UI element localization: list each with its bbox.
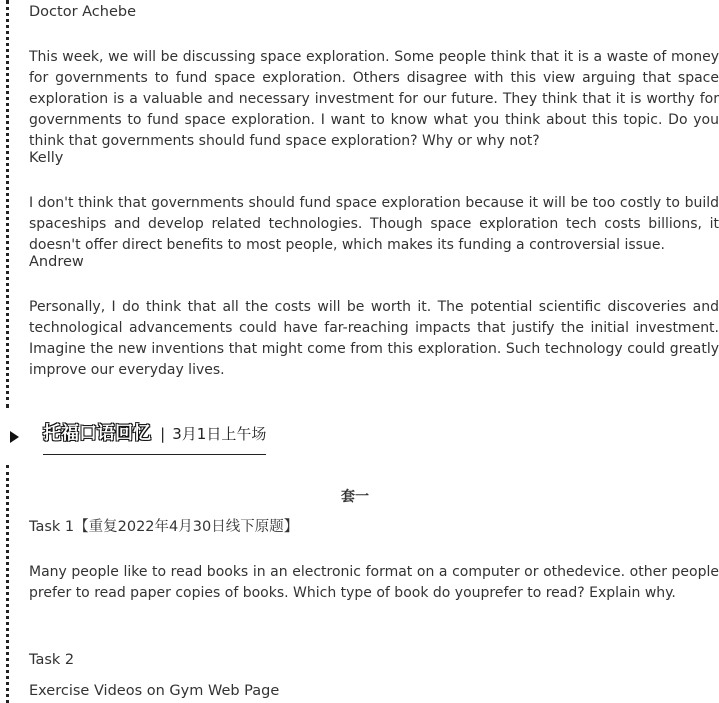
speaker-doctor-achebe-wrap [29, 2, 678, 24]
speaker-kelly-wrap [29, 148, 678, 170]
set-title: 套一 [341, 489, 369, 505]
expand-triangle-icon[interactable] [10, 431, 19, 443]
left-dotted-rail-top [6, 0, 9, 408]
task1-text-wrap [29, 548, 719, 612]
section-subtitle: 3月1日上午场 [172, 425, 267, 443]
speaker-andrew-wrap [29, 252, 678, 274]
discussion-paragraph: Personally, I do think that all the costs will be worth it. The potential scientific discoveries and technological advancements could have far-reaching impacts that justify the initial investment. Imagine the new inventions that might come from this exploration. Such technology could greatly improve our everyday lives. [29, 299, 719, 378]
task1-text: Many people like to read books in an electronic format on a computer or othedevice. other people prefer to read paper copies of books. Which type of book do youprefer to read? Explain why. [29, 564, 719, 601]
discussion-paragraph-3-wrap [29, 283, 719, 378]
discussion-paragraph-2-wrap [29, 179, 719, 253]
task1-label: Task 1【重复2022年4月30日线下原题】 [29, 519, 299, 535]
task2-label-wrap [29, 650, 678, 672]
task2-text-wrap [29, 681, 678, 703]
discussion-paragraph-1-wrap [29, 33, 719, 149]
speaker-name: Andrew [29, 254, 84, 270]
section-separator: | [160, 425, 166, 443]
section-title-box [43, 421, 266, 455]
discussion-paragraph: This week, we will be discussing space exploration. Some people think that it is a waste of money for governments to fund space exploration. Others disagree with this view arguing that space exploration is a valuable and necessary investment for our future. They think that it is worthy for governments to fund space exploration. I want to know what you think about this topic. Do you think that governments should fund space exploration? Why or why not? [29, 49, 719, 149]
speaker-name: Doctor Achebe [29, 4, 137, 20]
task2-text: Exercise Videos on Gym Web Page [29, 683, 280, 699]
task2-label: Task 2 [29, 652, 75, 668]
discussion-paragraph: I don't think that governments should fund space exploration because it will be too costly to build spaceships and develop related technologies. Though space exploration tech costs billions, it doesn't offer direct benefits to most people, which makes its funding a controversial issue. [29, 195, 719, 253]
task1-label-wrap [29, 517, 678, 539]
section-title: 托福口语回忆 [43, 423, 151, 444]
speaker-name: Kelly [29, 150, 64, 166]
